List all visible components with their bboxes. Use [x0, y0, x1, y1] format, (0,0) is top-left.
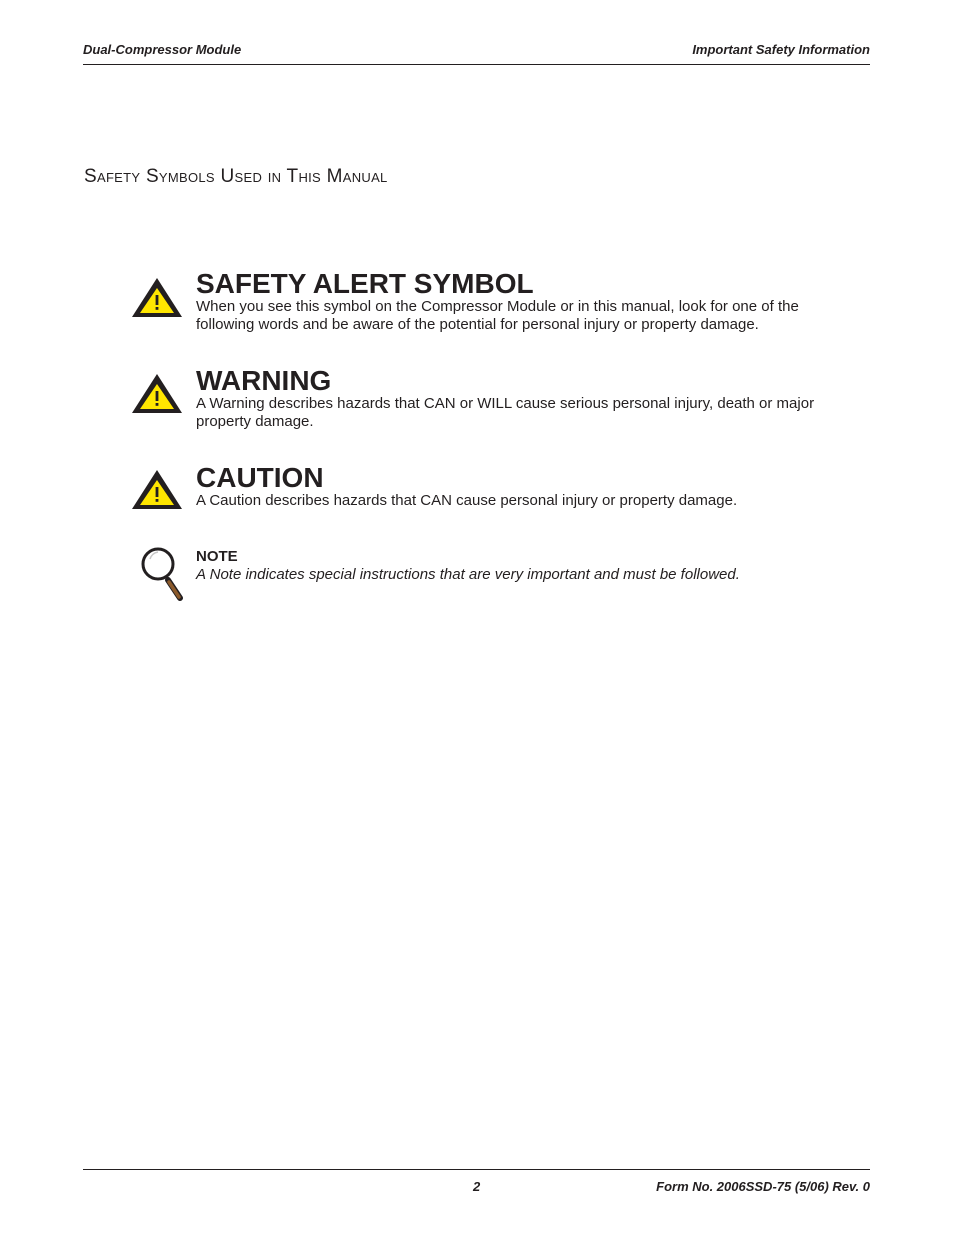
warning-description: A Warning describes hazards that CAN or WILL cause serious personal injury, death or major property damage. [196, 395, 815, 430]
caution-description: A Caution describes hazards that CAN cause personal injury or property damage. [196, 492, 738, 509]
caution-heading: CAUTION [196, 462, 324, 493]
warning-triangle-icon [130, 372, 184, 416]
safety-alert-heading: SAFETY ALERT SYMBOL [196, 268, 534, 299]
page-number: 2 [473, 1179, 481, 1194]
safety-alert-description: When you see this symbol on the Compressor Module or in this manual, look for one of the following words and be aware of the potential for personal injury or property damage. [196, 298, 799, 333]
header-section-name: Important Safety Information [692, 42, 870, 57]
note-label: NOTE [196, 548, 238, 565]
caution-triangle-icon [130, 468, 184, 512]
magnifying-glass-icon [140, 544, 184, 602]
warning-heading: WARNING [196, 365, 332, 396]
section-title: Safety Symbols Used in This Manual [84, 166, 388, 187]
note-text: A Note indicates special instructions that are very important and must be followed. [196, 566, 740, 583]
header-document-title: Dual-Compressor Module [83, 42, 242, 57]
page-header [83, 42, 870, 65]
form-number: Form No. 2006SSD-75 (5/06) Rev. 0 [656, 1179, 870, 1194]
safety-alert-triangle-icon [130, 276, 184, 320]
page-footer [83, 1169, 870, 1200]
